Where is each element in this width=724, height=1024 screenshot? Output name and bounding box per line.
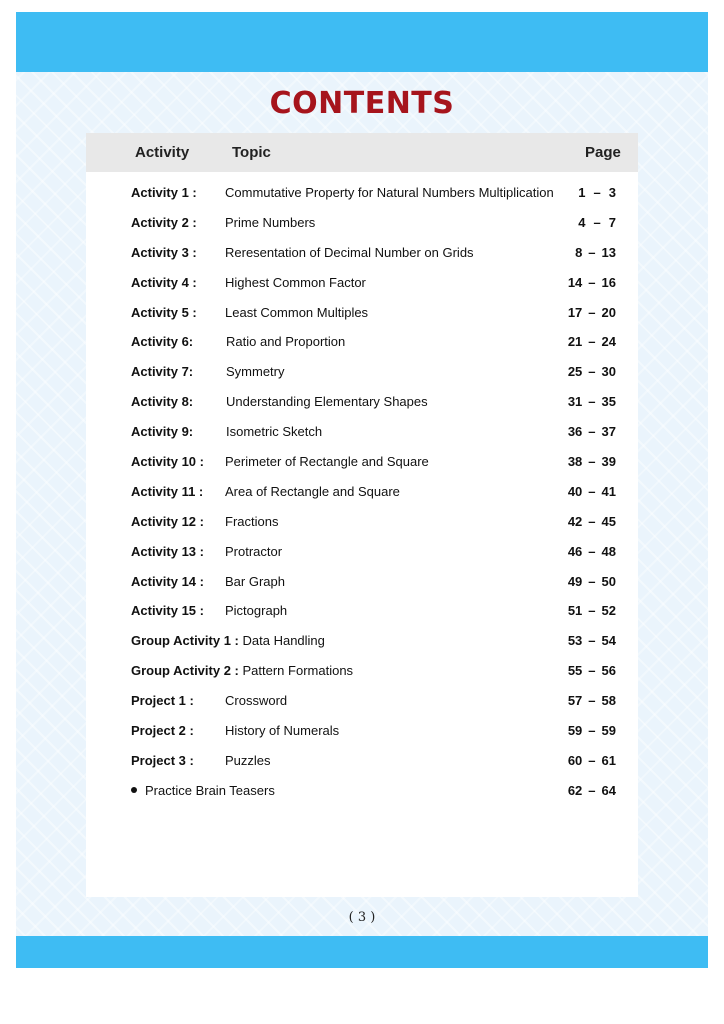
- row-label: Activity 3 :: [131, 244, 197, 260]
- row-pages: [568, 633, 616, 648]
- row-label: Activity 11 :: [131, 483, 204, 499]
- table-row[interactable]: [86, 595, 638, 625]
- row-pages: [568, 484, 616, 499]
- page-dash: –: [588, 513, 596, 529]
- page-dash: –: [588, 334, 596, 350]
- row-topic: Puzzles: [225, 752, 271, 768]
- bullet-icon: [131, 787, 137, 793]
- row-label: Project 3 :: [131, 752, 194, 768]
- contents-table: [86, 133, 638, 897]
- row-label: Group Activity 1 :: [131, 633, 239, 649]
- table-row[interactable]: [86, 775, 638, 805]
- page-from: 17: [567, 304, 583, 320]
- page-dash: –: [588, 693, 596, 709]
- row-label: Activity 5 :: [131, 304, 197, 320]
- row-label: Activity 12 :: [131, 513, 204, 529]
- row-label: Activity 1 :: [131, 185, 197, 200]
- page-to: 50: [601, 573, 616, 589]
- page-dash: –: [588, 454, 596, 470]
- table-row[interactable]: [86, 715, 638, 745]
- page-from: 57: [567, 693, 583, 709]
- header-activity: Activity: [135, 144, 190, 161]
- page-dash: –: [593, 185, 601, 200]
- page-dash: –: [588, 573, 596, 589]
- page-to: 13: [601, 244, 616, 260]
- table-row[interactable]: [86, 476, 638, 506]
- page-dash: –: [588, 633, 596, 649]
- table-row[interactable]: [86, 177, 638, 207]
- row-topic: Prime Numbers: [225, 214, 316, 230]
- row-label: Activity 13 :: [131, 543, 204, 559]
- page-from: 62: [567, 782, 583, 798]
- page-dash: –: [588, 543, 596, 559]
- row-pages: [568, 275, 616, 290]
- page-to: 58: [601, 693, 616, 709]
- page-from: 59: [567, 723, 583, 739]
- row-topic: Fractions: [225, 513, 279, 529]
- page-dash: –: [588, 424, 596, 440]
- page-dash: –: [588, 274, 596, 290]
- table-row[interactable]: [86, 237, 638, 267]
- row-pages: [568, 723, 616, 738]
- page-from: 21: [567, 334, 583, 350]
- row-topic: Perimeter of Rectangle and Square: [225, 454, 429, 470]
- page-from: 42: [567, 513, 583, 529]
- table-row[interactable]: [86, 506, 638, 536]
- page-from: 40: [567, 483, 583, 499]
- page-from: 38: [567, 454, 583, 470]
- page-to: 16: [601, 274, 616, 290]
- table-body: [86, 177, 638, 805]
- page-to: 20: [601, 304, 616, 320]
- page-from: 55: [567, 663, 583, 679]
- page-to: 35: [601, 394, 616, 410]
- page-dash: –: [588, 782, 596, 798]
- table-row[interactable]: [86, 386, 638, 416]
- table-row[interactable]: [86, 566, 638, 596]
- row-label: Activity 14 :: [131, 573, 204, 589]
- page-from: 8: [575, 244, 583, 260]
- page-to: 39: [601, 454, 616, 470]
- header-page: Page: [585, 144, 621, 161]
- row-pages: [568, 753, 616, 768]
- row-label: Activity 9:: [131, 424, 194, 440]
- page-from: 60: [567, 752, 583, 768]
- top-banner: [16, 12, 708, 72]
- row-label: Project 1 :: [131, 693, 194, 709]
- page-dash: –: [588, 663, 596, 679]
- page-to: 30: [601, 364, 616, 380]
- page-dash: –: [588, 723, 596, 739]
- table-row[interactable]: [86, 326, 638, 356]
- page-to: 24: [601, 334, 616, 350]
- row-group-entry: [131, 663, 353, 678]
- row-topic: Pictograph: [225, 603, 288, 619]
- row-topic: History of Numerals: [225, 723, 340, 739]
- row-pages: [568, 454, 616, 469]
- page-from: 14: [567, 274, 583, 290]
- page-to: 56: [601, 663, 616, 679]
- row-pages: [578, 185, 616, 200]
- table-row[interactable]: [86, 356, 638, 386]
- row-pages: [568, 574, 616, 589]
- row-pages: [568, 364, 616, 379]
- row-topic: Bar Graph: [225, 573, 285, 589]
- row-pages: [568, 544, 616, 559]
- table-header: [86, 133, 638, 172]
- page-title: CONTENTS: [269, 86, 455, 121]
- table-row[interactable]: [86, 207, 638, 237]
- row-group-entry: [131, 633, 325, 648]
- row-topic: Data Handling: [242, 633, 325, 649]
- page-to: 52: [601, 603, 616, 619]
- row-topic: Protractor: [225, 543, 283, 559]
- row-topic: Practice Brain Teasers: [145, 782, 275, 798]
- table-row[interactable]: [86, 267, 638, 297]
- page-from: 1: [578, 185, 586, 200]
- row-label: Project 2 :: [131, 723, 194, 739]
- header-topic: Topic: [232, 144, 271, 161]
- page-from: 49: [567, 573, 583, 589]
- table-row[interactable]: [86, 745, 638, 775]
- page-from: 53: [567, 633, 583, 649]
- bottom-banner: [16, 936, 708, 968]
- page-from: 25: [567, 364, 583, 380]
- row-pages: [575, 245, 616, 260]
- page-to: 64: [601, 782, 616, 798]
- row-bullet-entry: [131, 783, 275, 798]
- row-topic: Area of Rectangle and Square: [225, 483, 400, 499]
- row-topic: Ratio and Proportion: [226, 334, 346, 350]
- page-dash: –: [588, 603, 596, 619]
- row-topic: Least Common Multiples: [225, 304, 369, 320]
- page-from: 51: [567, 603, 583, 619]
- page-dash: –: [588, 244, 596, 260]
- page-to: 59: [601, 723, 616, 739]
- row-label: Group Activity 2 :: [131, 663, 239, 679]
- table-row[interactable]: [86, 536, 638, 566]
- row-topic: Isometric Sketch: [226, 424, 323, 440]
- row-pages: [568, 693, 616, 708]
- row-pages: [578, 215, 616, 230]
- row-topic: Symmetry: [226, 364, 285, 380]
- page-dash: –: [593, 214, 601, 230]
- page-to: 3: [608, 185, 616, 200]
- page-dash: –: [588, 483, 596, 499]
- row-pages: [568, 663, 616, 678]
- table-row[interactable]: [86, 685, 638, 715]
- row-label: Activity 6:: [131, 334, 194, 350]
- row-label: Activity 8:: [131, 394, 194, 410]
- row-pages: [568, 424, 616, 439]
- page-dash: –: [588, 304, 596, 320]
- row-label: Activity 4 :: [131, 274, 197, 290]
- row-label: Activity 2 :: [131, 214, 197, 230]
- page-to: 61: [601, 752, 616, 768]
- page-to: 54: [601, 633, 616, 649]
- row-topic: Commutative Property for Natural Numbers Multiplication: [225, 185, 554, 200]
- row-pages: [568, 783, 616, 798]
- row-topic: Reresentation of Decimal Number on Grids: [225, 244, 474, 260]
- page-to: 37: [601, 424, 616, 440]
- page-number: ( 3 ): [348, 910, 376, 925]
- row-pages: [568, 334, 616, 349]
- table-row[interactable]: [86, 446, 638, 476]
- table-row[interactable]: [86, 655, 638, 685]
- page-from: 46: [567, 543, 583, 559]
- row-label: Activity 7:: [131, 364, 194, 380]
- page-to: 7: [608, 214, 616, 230]
- row-pages: [568, 394, 616, 409]
- page-to: 41: [601, 483, 616, 499]
- row-topic: Crossword: [225, 693, 288, 709]
- row-topic: Understanding Elementary Shapes: [226, 394, 428, 410]
- page-dash: –: [588, 394, 596, 410]
- row-label: Activity 10 :: [131, 454, 204, 470]
- page-dash: –: [588, 364, 596, 380]
- table-row[interactable]: [86, 416, 638, 446]
- page-to: 45: [601, 513, 616, 529]
- row-label: Activity 15 :: [131, 603, 204, 619]
- row-pages: [568, 603, 616, 618]
- page-from: 4: [578, 214, 586, 230]
- page-from: 36: [567, 424, 583, 440]
- table-row[interactable]: [86, 297, 638, 327]
- table-row[interactable]: [86, 625, 638, 655]
- page-to: 48: [601, 543, 616, 559]
- page-from: 31: [567, 394, 583, 410]
- row-pages: [568, 514, 616, 529]
- row-topic: Pattern Formations: [242, 663, 354, 679]
- row-pages: [568, 305, 616, 320]
- page-dash: –: [588, 752, 596, 768]
- row-topic: Highest Common Factor: [225, 274, 366, 290]
